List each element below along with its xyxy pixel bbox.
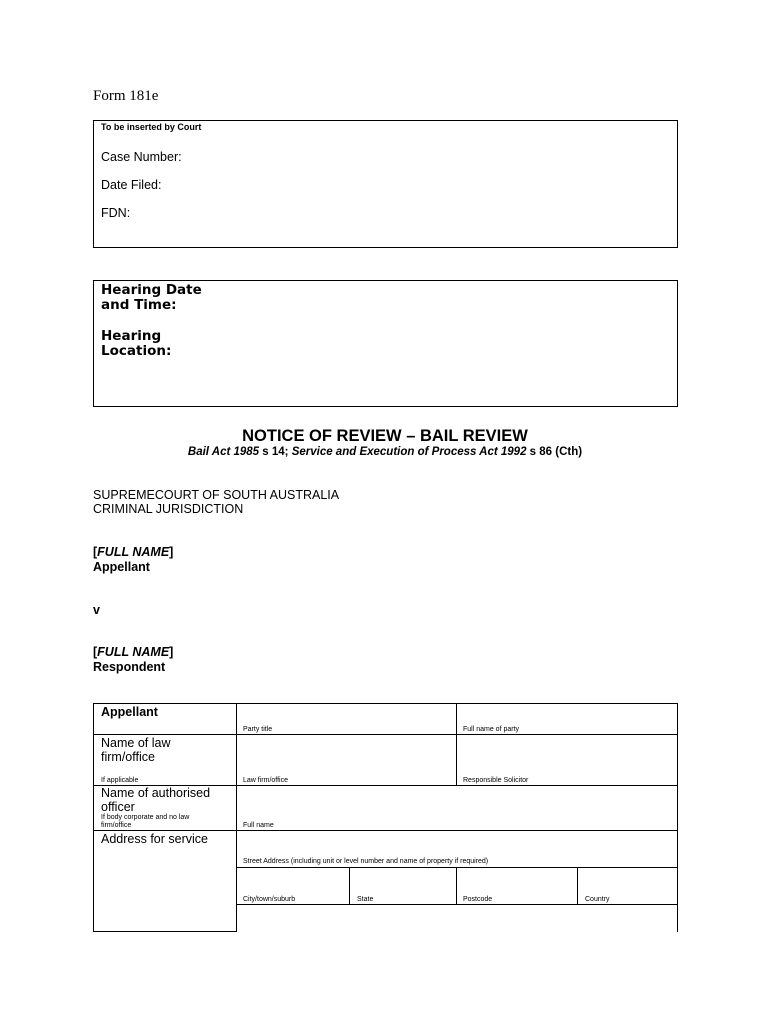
respondent-role-label: Respondent	[93, 660, 166, 674]
col-divider-postcode	[456, 867, 457, 905]
postcode-caption: Postcode	[463, 896, 493, 903]
row-divider-5	[236, 904, 678, 905]
date-filed-label: Date Filed:	[101, 178, 162, 192]
row-divider-3	[93, 830, 678, 831]
table-label-divider	[236, 703, 237, 932]
fdn-label: FDN:	[101, 206, 131, 220]
table-border-right	[677, 703, 678, 932]
appellant-role-label: Appellant	[93, 560, 150, 574]
process-act-name: Service and Execution of Process Act 1992	[291, 446, 527, 458]
address-row-label: Address for service	[101, 832, 208, 846]
col-divider-country	[577, 867, 578, 905]
document-subtitle	[0, 446, 770, 458]
state-caption: State	[357, 896, 374, 903]
if-applicable-caption: If applicable	[101, 777, 139, 784]
court-name-line2: CRIMINAL JURISDICTION	[93, 502, 244, 516]
col-divider-state	[349, 867, 350, 905]
law-firm-row-label: Name of law firm/office	[101, 736, 171, 764]
hearing-date-time-label-line1: Hearing Date	[101, 282, 202, 298]
law-firm-caption: Law firm/office	[243, 777, 288, 784]
bail-act-name: Bail Act 1985	[187, 446, 260, 458]
hearing-box	[93, 280, 678, 407]
hearing-date-time-label-line2: and Time:	[101, 297, 177, 313]
court-use-box	[93, 120, 678, 248]
court-box-heading: To be inserted by Court	[101, 122, 202, 132]
court-name-line1: SUPREMECOURT OF SOUTH AUSTRALIA	[93, 488, 340, 502]
respondent-name-placeholder: [FULL NAME]	[93, 645, 174, 659]
process-act-section: s 86 (Cth)	[526, 446, 583, 458]
respondent-party-block	[93, 645, 173, 675]
party-title-caption: Party title	[243, 726, 273, 733]
full-name-caption: Full name	[243, 822, 274, 829]
city-caption: City/town/suburb	[243, 896, 296, 903]
hearing-date-time-label	[101, 283, 261, 313]
appellant-name-placeholder: [FULL NAME]	[93, 545, 174, 559]
hearing-location-label-line2: Location:	[101, 343, 172, 359]
table-border-left	[93, 703, 94, 932]
form-number: Form 181e	[93, 88, 159, 104]
responsible-solicitor-caption: Responsible Solicitor	[463, 777, 529, 784]
hearing-location-label-line1: Hearing	[101, 328, 162, 344]
full-name-of-party-caption: Full name of party	[463, 726, 520, 733]
table-label-bottom	[93, 931, 237, 932]
hearing-location-label	[101, 329, 261, 359]
versus-label: v	[93, 603, 100, 617]
authorised-officer-row-label: Name of authorised officer	[101, 786, 211, 814]
appellant-party-block	[93, 545, 173, 575]
document-title: NOTICE OF REVIEW – BAIL REVIEW	[242, 427, 528, 445]
col-divider-party	[456, 703, 457, 786]
appellant-row-label: Appellant	[101, 705, 158, 719]
row-divider-4	[236, 867, 678, 868]
body-corporate-caption: If body corporate and no law firm/office	[101, 814, 190, 829]
row-divider-1	[93, 734, 678, 735]
street-address-caption: Street Address (including unit or level number and name of property if required)	[243, 858, 489, 865]
bail-act-section: s 14;	[259, 446, 292, 458]
table-border-top	[93, 703, 678, 704]
case-number-label: Case Number:	[101, 150, 182, 164]
country-caption: Country	[585, 896, 610, 903]
